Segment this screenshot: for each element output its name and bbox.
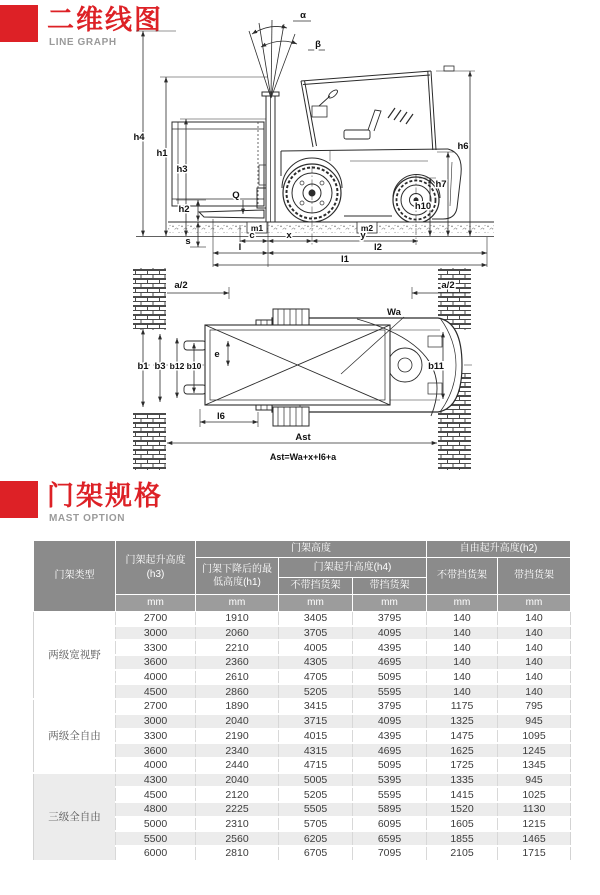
dim-label-alpha: α: [300, 10, 306, 21]
dim-label-b3: b3: [154, 361, 166, 372]
table-cell: 1465: [498, 831, 571, 846]
table-cell: 140: [427, 640, 498, 655]
unit-cell: mm: [427, 595, 498, 612]
brick-block-top-left: [133, 268, 166, 330]
col-header-h1: 门架下降后的最低高度(h1): [196, 558, 279, 595]
table-cell: 2810: [196, 846, 279, 861]
dim-label-h6: h6: [457, 141, 469, 152]
table-cell: 1175: [427, 699, 498, 714]
dim-label-x: x: [286, 230, 292, 241]
table-cell: 5205: [279, 684, 353, 699]
table-cell: 4395: [353, 640, 427, 655]
dim-label-a2-left: a/2: [174, 280, 188, 291]
table-cell: 4695: [353, 743, 427, 758]
table-cell: 1215: [498, 817, 571, 832]
table-cell: 140: [498, 640, 571, 655]
side-view-drawing: [136, 20, 494, 267]
brick-block-bottom-left: [133, 413, 166, 470]
table-cell: 4500: [116, 787, 196, 802]
unit-cell: mm: [116, 595, 196, 612]
dim-label-h4: h4: [133, 132, 145, 143]
col-header-free-lift: 自由起升高度(h2): [427, 541, 571, 558]
table-row: [34, 611, 571, 626]
table-cell: 3715: [279, 714, 353, 729]
table-cell: 5005: [279, 773, 353, 788]
mast-assembly: [199, 92, 279, 222]
section-accent-square: [0, 481, 38, 518]
table-cell: 140: [498, 670, 571, 685]
table-cell: 3000: [116, 626, 196, 641]
table-cell: 1605: [427, 817, 498, 832]
dim-label-q: Q: [232, 190, 240, 201]
table-cell: 5095: [353, 670, 427, 685]
table-cell: 1245: [498, 743, 571, 758]
dim-label-m2: m2: [360, 223, 374, 233]
table-cell: 3705: [279, 626, 353, 641]
table-cell: 3795: [353, 611, 427, 626]
table-cell: 140: [498, 655, 571, 670]
table-cell: 4000: [116, 758, 196, 773]
table-cell: 795: [498, 699, 571, 714]
table-cell: 945: [498, 714, 571, 729]
table-cell: 6705: [279, 846, 353, 861]
col-header-h4-with-backrest: 带挡货架: [353, 578, 427, 595]
table-cell: 2040: [196, 714, 279, 729]
table-cell: 4015: [279, 729, 353, 744]
table-cell: 2700: [116, 699, 196, 714]
dim-label-y: y: [360, 230, 366, 241]
col-header-h3: 门架起升高度(h3): [116, 541, 196, 595]
table-cell: 5895: [353, 802, 427, 817]
table-cell: 4800: [116, 802, 196, 817]
table-cell: 4005: [279, 640, 353, 655]
table-cell: 2105: [427, 846, 498, 861]
table-cell: 2060: [196, 626, 279, 641]
table-cell: 5505: [279, 802, 353, 817]
unit-cell: mm: [279, 595, 353, 612]
table-cell: 4395: [353, 729, 427, 744]
table-cell: 140: [427, 655, 498, 670]
dim-label-l6: l6: [217, 411, 225, 422]
table-cell: 6095: [353, 817, 427, 832]
dim-label-beta: β: [315, 39, 321, 50]
table-cell: 140: [427, 611, 498, 626]
table-cell: 1855: [427, 831, 498, 846]
table-cell: 2190: [196, 729, 279, 744]
mast-type-cell: 三级全自由: [34, 773, 116, 861]
col-header-mast-type: 门架类型: [34, 541, 116, 612]
table-cell: 1520: [427, 802, 498, 817]
table-cell: 140: [498, 684, 571, 699]
dim-label-l2: l2: [374, 242, 382, 253]
table-cell: 4500: [116, 684, 196, 699]
table-cell: 2310: [196, 817, 279, 832]
table-cell: 1910: [196, 611, 279, 626]
dim-label-h1: h1: [156, 148, 168, 159]
mast-option-title: 门架规格: [47, 481, 163, 511]
table-cell: 1095: [498, 729, 571, 744]
table-cell: 140: [427, 684, 498, 699]
table-cell: 3415: [279, 699, 353, 714]
table-row: [34, 773, 571, 788]
dim-label-b1: b1: [137, 361, 149, 372]
unit-cell: mm: [353, 595, 427, 612]
table-cell: 4315: [279, 743, 353, 758]
table-cell: 2340: [196, 743, 279, 758]
table-cell: 4695: [353, 655, 427, 670]
table-cell: 4095: [353, 626, 427, 641]
dim-label-h10: h10: [414, 201, 432, 212]
col-header-h4-no-backrest: 不带挡货架: [279, 578, 353, 595]
table-cell: 945: [498, 773, 571, 788]
table-cell: 3600: [116, 743, 196, 758]
dim-label-b11: b11: [428, 361, 444, 372]
dim-label-h3: h3: [176, 164, 188, 175]
table-cell: 4000: [116, 670, 196, 685]
mast-type-cell: 两级全自由: [34, 699, 116, 772]
mast-option-subtitle: MAST OPTION: [49, 513, 126, 524]
dim-label-s: s: [185, 236, 191, 247]
unit-cell: mm: [196, 595, 279, 612]
table-cell: 140: [427, 626, 498, 641]
table-cell: 6000: [116, 846, 196, 861]
col-header-mast-height: 门架高度: [196, 541, 427, 558]
dim-label-e: e: [214, 349, 220, 360]
ast-formula: Ast=Wa+x+l6+a: [269, 452, 337, 462]
ground-hatch: [168, 222, 494, 233]
table-cell: 4305: [279, 655, 353, 670]
dim-label-l1: l1: [341, 254, 349, 265]
table-cell: 2860: [196, 684, 279, 699]
pallet-and-forks: [184, 320, 390, 410]
dim-label-h7: h7: [435, 179, 447, 190]
table-cell: 140: [427, 670, 498, 685]
table-cell: 2610: [196, 670, 279, 685]
table-cell: 2440: [196, 758, 279, 773]
table-cell: 4705: [279, 670, 353, 685]
table-cell: 2120: [196, 787, 279, 802]
table-cell: 5500: [116, 831, 196, 846]
table-cell: 1415: [427, 787, 498, 802]
dim-label-a2-right: a/2: [441, 280, 455, 291]
table-cell: 1345: [498, 758, 571, 773]
table-cell: 1335: [427, 773, 498, 788]
table-cell: 6595: [353, 831, 427, 846]
table-cell: 5595: [353, 787, 427, 802]
col-header-h4: 门架起升高度(h4): [279, 558, 427, 578]
table-cell: 140: [498, 611, 571, 626]
table-cell: 3795: [353, 699, 427, 714]
table-cell: 5205: [279, 787, 353, 802]
table-cell: 2700: [116, 611, 196, 626]
dim-label-b12: b12: [169, 361, 185, 371]
table-cell: 1325: [427, 714, 498, 729]
dim-label-l: l: [238, 242, 242, 253]
mast-type-cell: 两级宽视野: [34, 611, 116, 699]
table-cell: 3405: [279, 611, 353, 626]
dim-label-b10: b10: [186, 361, 202, 371]
col-header-free-with-backrest: 带挡货架: [498, 558, 571, 595]
table-body: [34, 611, 571, 861]
table-cell: 1890: [196, 699, 279, 714]
table-cell: 2225: [196, 802, 279, 817]
table-row: [34, 699, 571, 714]
table-cell: 5595: [353, 684, 427, 699]
table-cell: 4095: [353, 714, 427, 729]
mast-table-container: [33, 540, 570, 862]
mast-spec-table: [33, 540, 571, 862]
table-cell: 2360: [196, 655, 279, 670]
dim-label-wa: Wa: [387, 307, 401, 318]
col-header-free-no-backrest: 不带挡货架: [427, 558, 498, 595]
table-cell: 140: [498, 626, 571, 641]
table-cell: 3300: [116, 729, 196, 744]
line-graph-subtitle: LINE GRAPH: [49, 37, 117, 48]
table-cell: 3000: [116, 714, 196, 729]
dim-label-c: c: [249, 230, 255, 241]
dim-label-m1: m1: [250, 223, 264, 233]
table-cell: 2560: [196, 831, 279, 846]
table-cell: 6205: [279, 831, 353, 846]
table-header: [34, 541, 571, 612]
unit-cell: mm: [498, 595, 571, 612]
table-cell: 3600: [116, 655, 196, 670]
table-cell: 1725: [427, 758, 498, 773]
table-cell: 1130: [498, 802, 571, 817]
table-cell: 7095: [353, 846, 427, 861]
table-cell: 5395: [353, 773, 427, 788]
dim-label-ast: Ast: [295, 432, 311, 443]
line-graph-title: 二维线图: [47, 5, 163, 35]
table-cell: 1625: [427, 743, 498, 758]
table-cell: 3300: [116, 640, 196, 655]
table-cell: 5000: [116, 817, 196, 832]
table-cell: 2210: [196, 640, 279, 655]
table-cell: 1475: [427, 729, 498, 744]
table-cell: 2040: [196, 773, 279, 788]
table-cell: 1025: [498, 787, 571, 802]
table-cell: 1715: [498, 846, 571, 861]
table-cell: 4715: [279, 758, 353, 773]
table-cell: 5095: [353, 758, 427, 773]
table-cell: 5705: [279, 817, 353, 832]
table-cell: 4300: [116, 773, 196, 788]
dim-label-h2: h2: [178, 204, 190, 215]
